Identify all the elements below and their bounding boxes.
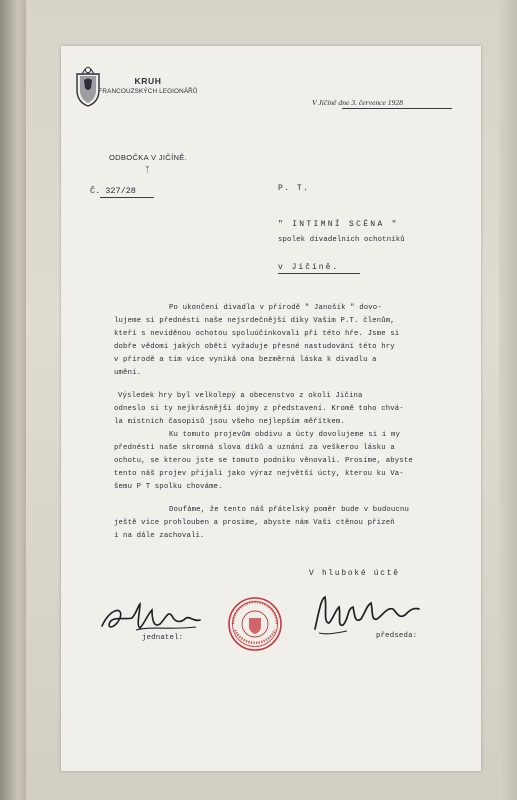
body-line: přednésti naše skromná slova díků a uznání za veškerou lásku a <box>114 444 395 452</box>
letterhead-org-line2: FRANCOUZSKÝCH LEGIONÁŘŮ <box>98 88 198 95</box>
legion-emblem-icon <box>73 66 103 108</box>
recipient-place: v Jičíně. <box>278 263 340 272</box>
body-line: la místních časopisů jsou všeho nejlepším měřítkem. <box>114 418 345 426</box>
body-line: lujeme si přednésti naše nejsrdečnější díky Vašim P.T. členům, <box>114 317 395 325</box>
closing-line: V hluboké úctě <box>309 570 400 578</box>
official-stamp-icon <box>227 596 283 652</box>
body-line: ještě více prohlouben a prosíme, abyste nám Vaši ctěnou přízeň <box>114 519 395 527</box>
body-line: Ku tomuto projevům obdivu a úcty dovolujeme si i my <box>169 431 400 439</box>
jednatel-label: jednatel: <box>142 634 184 642</box>
album-left-page-edge <box>0 0 26 800</box>
recipient-salutation: P. T. <box>278 184 310 193</box>
letterhead-org-line1: KRUH <box>134 76 162 86</box>
body-line: Výsledek hry byl velkolepý a obecenstvo z okolí Jičína <box>118 392 363 400</box>
recipient-place-underline <box>278 273 360 274</box>
body-line: Doufáme, že tento náš přátelský poměr bude v budoucnu <box>169 506 410 514</box>
album-right-page-edge <box>499 0 517 800</box>
body-line: v přírodě a tím více vyniká ona bezměrná láska k divadlu a <box>114 356 377 364</box>
recipient-subtitle: spolek divadelních ochotníků <box>278 236 405 244</box>
recipient-name: " INTIMNÍ SCÉNA " <box>278 220 399 229</box>
body-line: šemu P T spolku chováme. <box>114 483 223 491</box>
letter-body <box>114 302 413 543</box>
body-line: i na dále zachovali. <box>114 532 205 540</box>
body-line: umění. <box>114 369 142 377</box>
reference-number: Č. 327/28 <box>90 186 136 196</box>
body-line: odneslo si ty nejkrásnější dojmy z představení. Kromě toho chvá- <box>114 405 404 413</box>
branch-flourish: ᛉ <box>145 166 150 175</box>
body-line: dobře vědomi jakých obětí vyžaduje přesné nastudování této hry <box>114 343 395 351</box>
body-line: Po ukončení divadla v přírodě " Janošík " dovo- <box>169 304 382 312</box>
date-underline <box>342 108 452 109</box>
body-line: kteří s neviděnou ochotou spoluúčinkovali při této hře. Jsme si <box>114 330 400 338</box>
reference-underline <box>100 197 154 198</box>
letterhead-branch: ODBOČKA V JIČÍNĚ. <box>108 153 188 162</box>
body-line: ochotu, se kterou jste se tomuto podniku věnovali. Prosíme, abyste <box>114 457 413 465</box>
date-line: V Jičíně dne 3. července 1928 <box>312 98 403 107</box>
predseda-label: předseda: <box>376 632 418 640</box>
body-line: tento náš projev přijali jako výraz největší úcty, kterou ku Va- <box>114 470 404 478</box>
